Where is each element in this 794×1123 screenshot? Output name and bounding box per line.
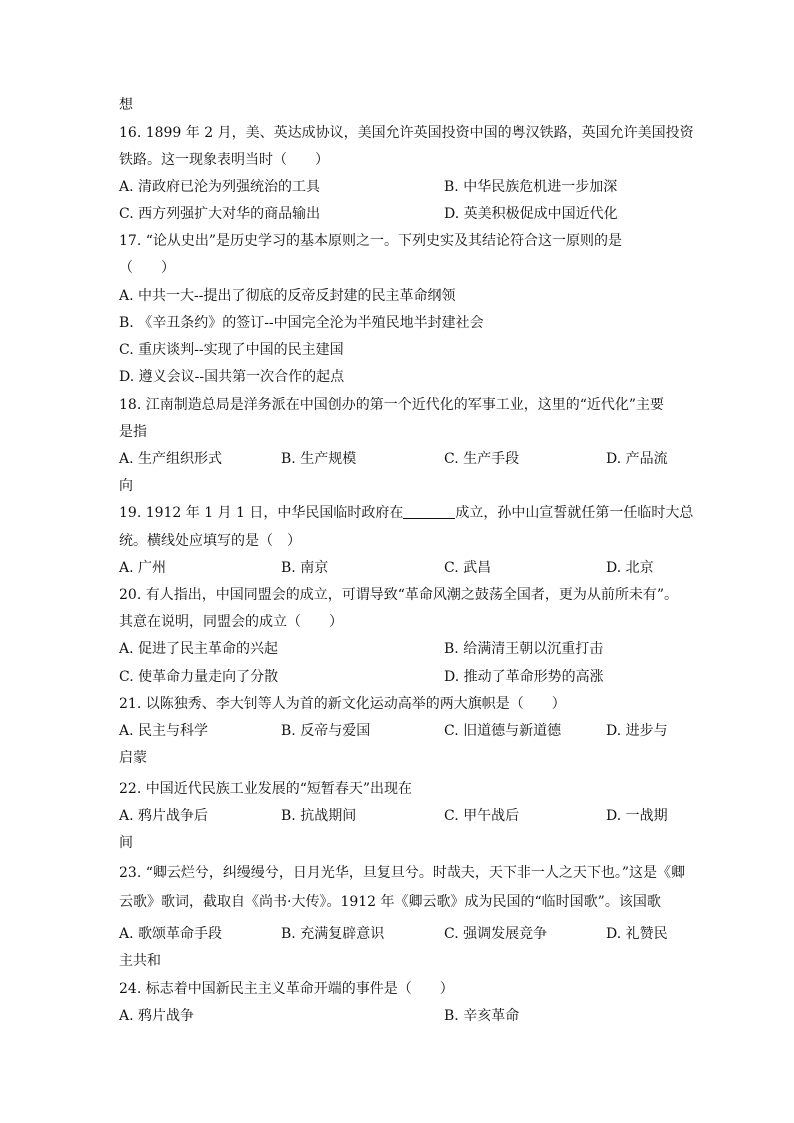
q21-option-d-wrap: 启蒙 xyxy=(119,750,147,766)
q21-option-b[interactable]: B. 反帝与爱国 xyxy=(281,723,371,739)
q21-option-c[interactable]: C. 旧道德与新道德 xyxy=(444,723,562,739)
q23-stem-line-2: 云歌》歌词，截取自《尚书·大传》。1912 年《卿云歌》成为民国的“临时国歌”。该国歌 xyxy=(119,894,661,910)
q16-option-c[interactable]: C. 西方列强扩大对华的商品输出 xyxy=(119,206,321,222)
q19-stem-part-2: 成立，孙中山宣誓就任第一任临时大总 xyxy=(455,505,694,521)
q16-option-b[interactable]: B. 中华民族危机进一步加深 xyxy=(444,179,618,195)
q19-stem-line-1 xyxy=(119,504,694,522)
q22-stem-line-1: 22. 中国近代民族工业发展的“短暂春天”出现在 xyxy=(119,781,413,797)
q24-stem-line-1: 24. 标志着中国新民主主义革命开端的事件是（ ） xyxy=(119,981,454,997)
q23-option-c[interactable]: C. 强调发展竞争 xyxy=(444,926,548,942)
q17-stem-line-1: 17. “论从史出”是历史学习的基本原则之一。下列史实及其结论符合这一原则的是 xyxy=(119,233,623,249)
q18-option-d[interactable]: D. 产品流 xyxy=(606,451,668,467)
q22-option-d[interactable]: D. 一战期 xyxy=(606,808,668,824)
q22-option-c[interactable]: C. 甲午战后 xyxy=(444,808,520,824)
q18-option-b[interactable]: B. 生产规模 xyxy=(281,451,357,467)
q23-option-b[interactable]: B. 充满复辟意识 xyxy=(281,926,385,942)
q24-option-b[interactable]: B. 辛亥革命 xyxy=(444,1008,520,1024)
q19-fill-blank xyxy=(403,504,455,519)
q21-stem-line-1: 21. 以陈独秀、李大钊等人为首的新文化运动高举的两大旗帜是（ ） xyxy=(119,696,566,712)
q20-stem-line-1: 20. 有人指出，中国同盟会的成立，可谓导致“革命风潮之鼓荡全国者，更为从前所未有”。 xyxy=(119,587,679,603)
q19-option-c[interactable]: C. 武昌 xyxy=(444,560,492,576)
q19-stem-part-1: 19. 1912 年 1 月 1 日，中华民国临时政府在 xyxy=(119,505,404,521)
q17-option-d[interactable]: D. 遵义会议--国共第一次合作的起点 xyxy=(119,369,345,385)
q16-stem-line-2: 铁路。这一现象表明当时（ ） xyxy=(119,152,329,168)
q20-option-a[interactable]: A. 促进了民主革命的兴起 xyxy=(119,641,279,657)
q21-option-a[interactable]: A. 民主与科学 xyxy=(119,723,209,739)
q23-stem-line-1: 23. “卿云烂兮，纠缦缦兮，日月光华，旦复旦兮。时哉夫，天下非一人之天下也。”这是《卿 xyxy=(119,865,686,881)
q20-option-c[interactable]: C. 使革命力量走向了分散 xyxy=(119,669,279,685)
q18-option-c[interactable]: C. 生产手段 xyxy=(444,451,520,467)
q20-stem-line-2: 其意在说明，同盟会的成立（ ） xyxy=(119,614,343,630)
q17-option-c[interactable]: C. 重庆谈判--实现了中国的民主建国 xyxy=(119,342,344,358)
q18-stem-line-1: 18. 江南制造总局是洋务派在中国创办的第一个近代化的军事工业，这里的“近代化”主要 xyxy=(119,397,665,413)
q19-stem-line-2: 统。横线处应填写的是（ ） xyxy=(119,533,301,549)
q15-continuation: 想 xyxy=(119,97,133,113)
q16-option-d[interactable]: D. 英美积极促成中国近代化 xyxy=(444,206,618,222)
q24-option-a[interactable]: A. 鸦片战争 xyxy=(119,1008,195,1024)
q21-option-d[interactable]: D. 进步与 xyxy=(606,723,668,739)
q18-option-a[interactable]: A. 生产组织形式 xyxy=(119,451,223,467)
q20-option-b[interactable]: B. 给满清王朝以沉重打击 xyxy=(444,641,604,657)
q19-option-a[interactable]: A. 广州 xyxy=(119,560,167,576)
q19-option-b[interactable]: B. 南京 xyxy=(281,560,329,576)
q22-option-d-wrap: 间 xyxy=(119,835,133,851)
q22-option-b[interactable]: B. 抗战期间 xyxy=(281,808,357,824)
q17-stem-line-2: （ ） xyxy=(119,260,175,276)
q17-option-b[interactable]: B. 《辛丑条约》的签订--中国完全沦为半殖民地半封建社会 xyxy=(119,315,484,331)
q16-stem-line-1: 16. 1899 年 2 月，美、英达成协议，美国允许英国投资中国的粤汉铁路，英国允许美国投资 xyxy=(119,125,694,141)
q22-option-a[interactable]: A. 鸦片战争后 xyxy=(119,808,209,824)
q18-stem-line-2: 是指 xyxy=(119,424,147,440)
q23-option-d[interactable]: D. 礼赞民 xyxy=(606,926,668,942)
q18-option-d-wrap: 向 xyxy=(119,478,133,494)
q23-option-d-wrap: 主共和 xyxy=(119,953,161,969)
q20-option-d[interactable]: D. 推动了革命形势的高涨 xyxy=(444,669,604,685)
q16-option-a[interactable]: A. 清政府已沦为列强统治的工具 xyxy=(119,179,321,195)
q19-option-d[interactable]: D. 北京 xyxy=(606,560,654,576)
q23-option-a[interactable]: A. 歌颂革命手段 xyxy=(119,926,223,942)
q17-option-a[interactable]: A. 中共一大--提出了彻底的反帝反封建的民主革命纲领 xyxy=(119,288,456,304)
